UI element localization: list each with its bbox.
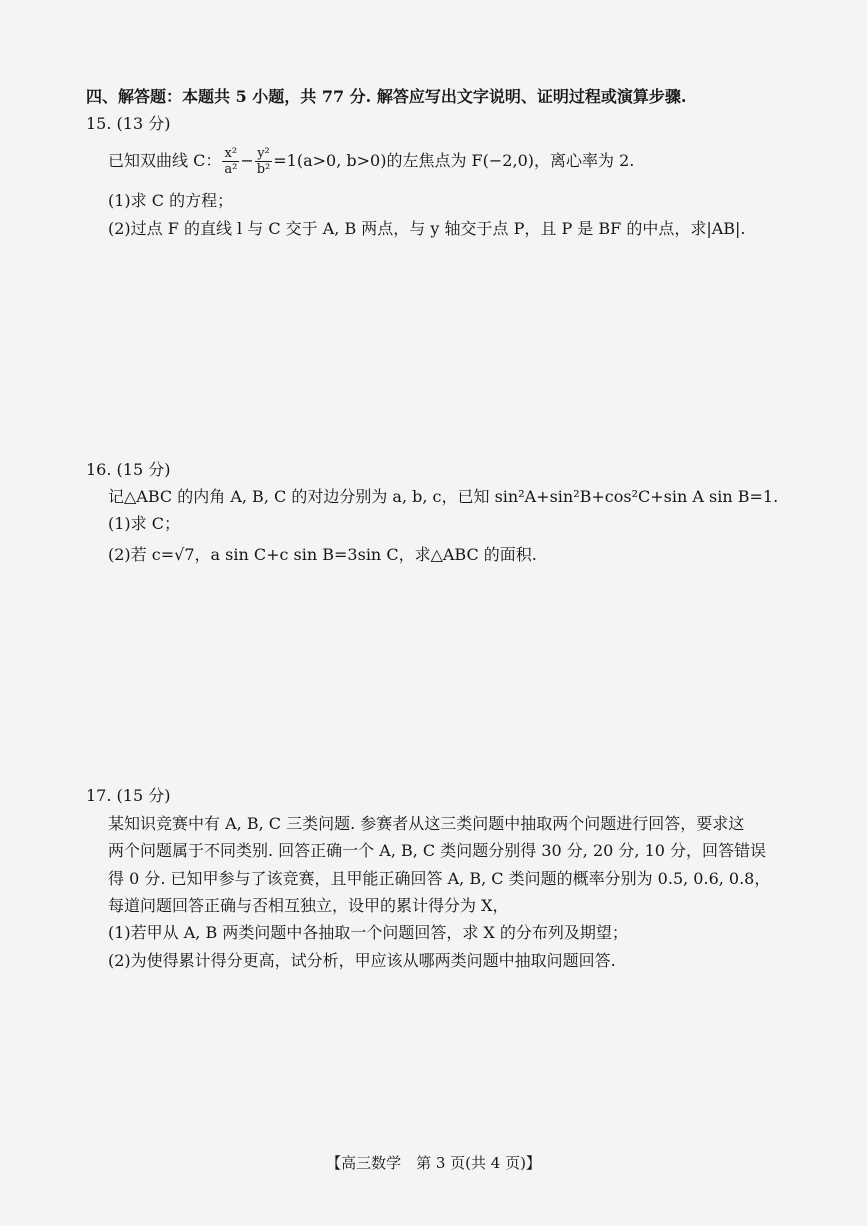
- question-17-part-2: (2)为使得累计得分更高，试分析，甲应该从哪两类问题中抽取问题回答.: [108, 951, 616, 970]
- question-17-part-1: (1)若甲从 A, B 两类问题中各抽取一个问题回答，求 X 的分布列及期望；: [108, 923, 628, 942]
- q16-part2-end: ，a sin C+c sin B=3sin C，求△ABC 的面积.: [194, 545, 537, 564]
- question-17-stem-line-1: 某知识竞赛中有 A, B, C 三类问题. 参赛者从这三类问题中抽取两个问题进行回答，要求这: [108, 814, 745, 833]
- question-17-stem-line-2: 两个问题属于不同类别. 回答正确一个 A, B, C 类问题分别得 30 分, 20 分, 10 分，回答错误: [108, 841, 767, 860]
- section-heading: 四、解答题：本题共 5 小题，共 77 分. 解答应写出文字说明、证明过程或演算步骤.: [86, 87, 687, 106]
- question-16-part-1: (1)求 C；: [108, 514, 180, 533]
- question-15-part-1: (1)求 C 的方程；: [108, 191, 234, 210]
- fraction-numerator: y²: [255, 146, 273, 162]
- q15-stem-start: 已知双曲线 C：: [108, 151, 222, 170]
- page-footer: 【高三数学 第 3 页(共 4 页)】: [326, 1154, 541, 1172]
- fraction-numerator: x²: [222, 146, 239, 162]
- question-17-stem-line-3: 得 0 分. 已知甲参与了该竞赛，且甲能正确回答 A, B, C 类问题的概率分别为 0.5, 0.6, 0.8，: [108, 869, 771, 888]
- fraction-denominator: a²: [224, 162, 238, 177]
- question-16-part-2: [108, 544, 537, 566]
- fraction-x2-a2: [222, 146, 239, 177]
- question-15-part-2: (2)过点 F 的直线 l 与 C 交于 A, B 两点，与 y 轴交于点 P，且 P 是 BF 的中点，求|AB|.: [108, 219, 746, 238]
- q15-stem-end: =1(a>0, b>0)的左焦点为 F(−2,0)，离心率为 2.: [273, 151, 635, 170]
- minus-sign: −: [240, 151, 254, 170]
- question-17-stem-line-4: 每道问题回答正确与否相互独立，设甲的累计得分为 X，: [108, 896, 509, 915]
- fraction-y2-b2: [255, 146, 273, 177]
- question-15-stem: [108, 146, 634, 177]
- fraction-denominator: b²: [256, 162, 271, 177]
- question-16-stem: 记△ABC 的内角 A, B, C 的对边分别为 a, b, c，已知 sin²A+sin²B+cos²C+sin A sin B=1.: [108, 487, 779, 506]
- question-15-title: 15. (13 分): [86, 114, 171, 133]
- question-16-title: 16. (15 分): [86, 460, 171, 479]
- question-17-title: 17. (15 分): [86, 786, 171, 805]
- sqrt-7: √7: [174, 545, 195, 564]
- q16-part2-start: (2)若 c=: [108, 545, 175, 564]
